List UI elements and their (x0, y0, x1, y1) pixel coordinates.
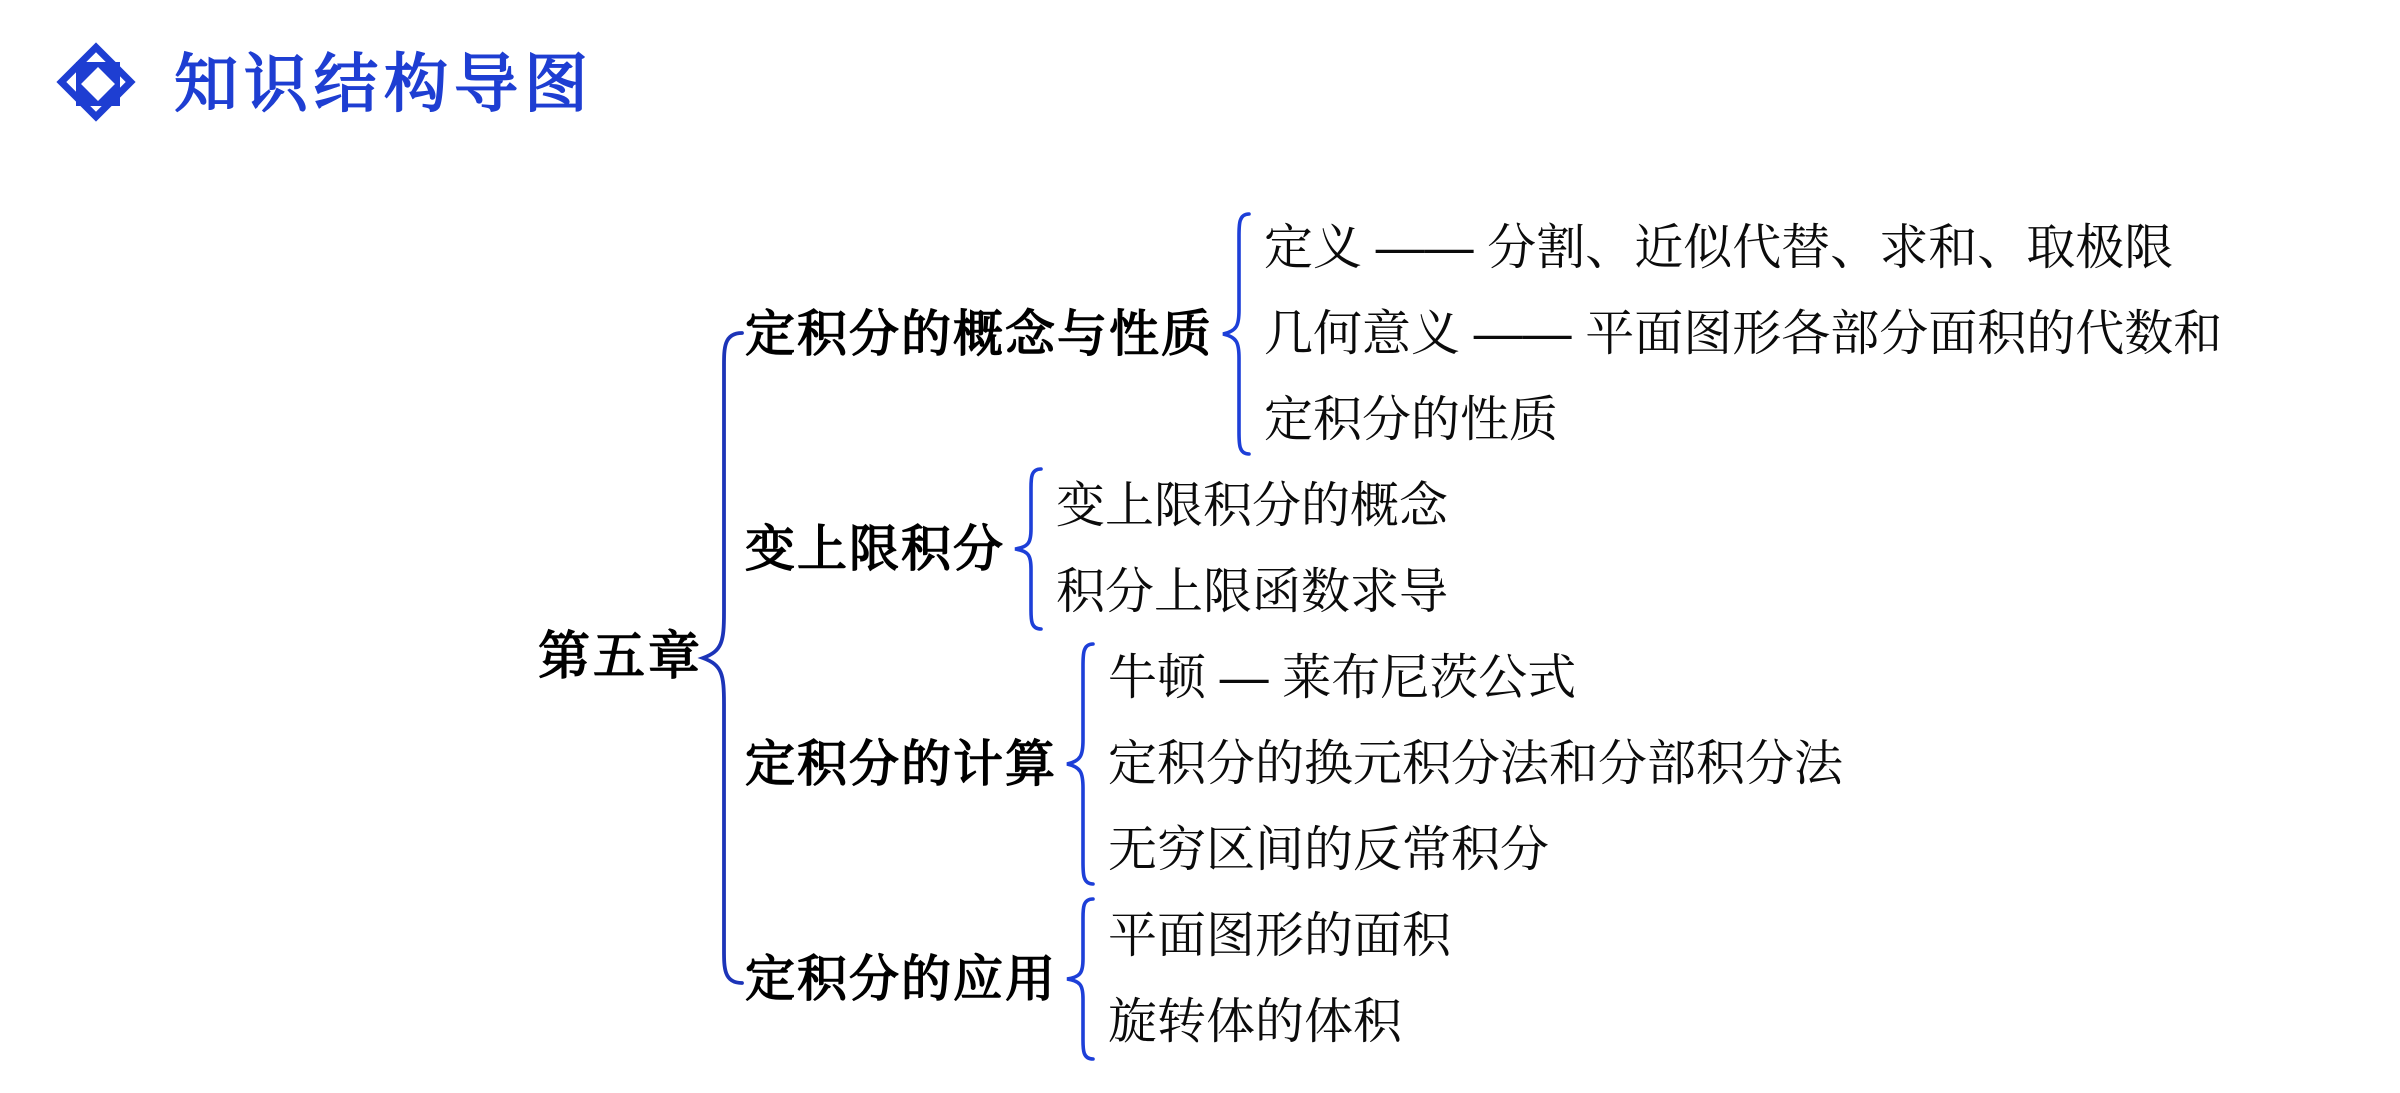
leaf-newton-leibniz: 牛顿 — 莱布尼茨公式 (1108, 650, 1577, 705)
tree-root-label: 第五章 (538, 628, 704, 686)
branch-children (1108, 635, 1843, 893)
branch-brace-icon (1010, 466, 1046, 632)
branch-children (1056, 463, 1448, 635)
branch-children (1108, 893, 1451, 1065)
branch-children (1264, 205, 2222, 463)
leaf-vul-derivative: 积分上限函数求导 (1056, 564, 1449, 619)
leaf-geometric-meaning: 几何意义 —— 平面图形各部分面积的代数和 (1264, 306, 2223, 361)
branch-label: 定积分的概念与性质 (745, 305, 1213, 362)
branch-brace-icon (1062, 641, 1098, 887)
branches-column (745, 205, 2222, 1065)
root-brace (696, 330, 746, 986)
leaf-vul-concept: 变上限积分的概念 (1056, 478, 1449, 533)
leaf-improper-integral: 无穷区间的反常积分 (1108, 822, 1550, 877)
leaf-substitution-parts: 定积分的换元积分法和分部积分法 (1108, 736, 1844, 791)
branch-label: 变上限积分 (745, 520, 1005, 577)
page-title (50, 34, 594, 134)
branch-brace-icon (1218, 211, 1254, 457)
branch-label: 定积分的应用 (745, 950, 1057, 1007)
diamond-bullet-icon (50, 36, 146, 132)
branch-label: 定积分的计算 (745, 735, 1057, 792)
branch-brace-icon (1062, 896, 1098, 1062)
page-title-text: 知识结构导图 (174, 48, 594, 120)
leaf-solid-volume: 旋转体的体积 (1108, 994, 1403, 1049)
branch-concept-properties (745, 205, 2222, 463)
leaf-definition: 定义 —— 分割、近似代替、求和、取极限 (1264, 220, 2174, 275)
branch-variable-upper-limit (745, 463, 2222, 635)
branch-applications (745, 893, 2222, 1065)
branch-calculation (745, 635, 2222, 893)
leaf-properties: 定积分的性质 (1264, 392, 1559, 447)
leaf-plane-area: 平面图形的面积 (1108, 908, 1452, 963)
